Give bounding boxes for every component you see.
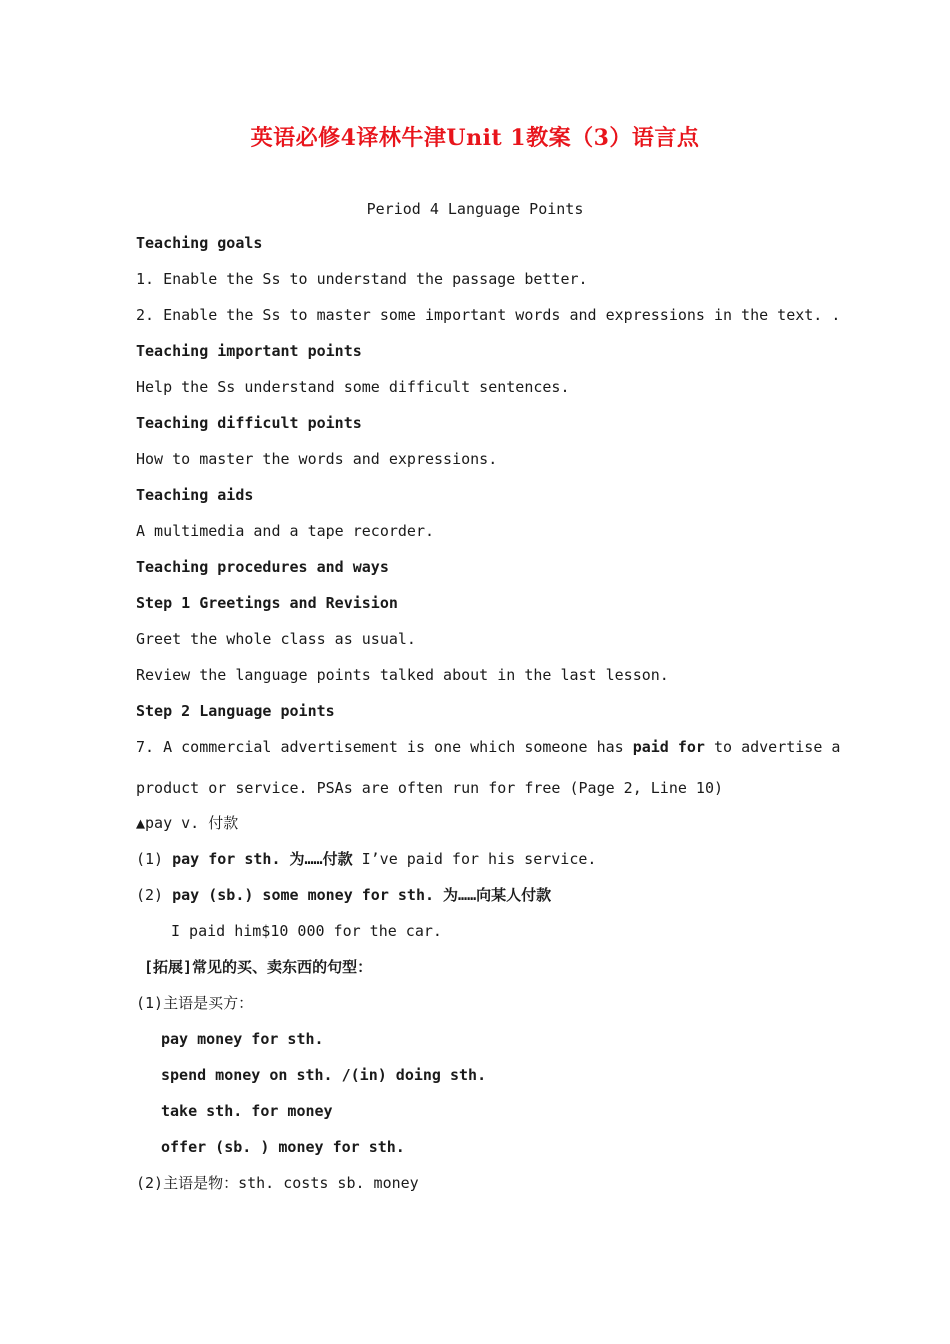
goal-2: 2. Enable the Ss to master some important words and expressions in the text. . [136, 306, 841, 324]
point-7-keyword: paid for [632, 738, 705, 756]
usage-2-pattern: pay (sb.) some money for sth. 为……向某人付款 [172, 886, 552, 904]
point-7-text-b: to advertise a [704, 738, 841, 756]
triangle-bullet-icon: ▲ [136, 814, 146, 832]
procedures-heading: Teaching procedures and ways [136, 558, 389, 576]
teaching-aids-text: A multimedia and a tape recorder. [136, 522, 435, 540]
point-7-line-1 [136, 737, 840, 757]
usage-1-pattern: pay for sth. 为……付款 [172, 850, 353, 868]
usage-2-example: I paid him$10 000 for the car. [171, 922, 442, 940]
goals-heading: Teaching goals [136, 234, 263, 252]
difficult-points-text: How to master the words and expressions. [136, 450, 498, 468]
period-subtitle: Period 4 Language Points [366, 200, 584, 218]
teaching-aids-heading: Teaching aids [136, 486, 254, 504]
document-title: 英语必修4译林牛津Unit 1教案（3）语言点 [250, 125, 700, 151]
thing-subject-label: (2)主语是物： [136, 1174, 239, 1192]
step-1-line-2: Review the language points talked about in the last lesson. [136, 666, 669, 684]
usage-1-number: (1) [136, 850, 173, 868]
important-points-text: Help the Ss understand some difficult sentences. [136, 378, 570, 396]
goal-1: 1. Enable the Ss to understand the passage better. [136, 270, 588, 288]
thing-subject-pattern: sth. costs sb. money [238, 1174, 419, 1192]
point-7-line-2: product or service. PSAs are often run for free (Page 2, Line 10) [136, 779, 723, 797]
thing-subject-line [136, 1173, 419, 1193]
buyer-subject-label: (1)主语是买方： [136, 994, 254, 1012]
buyer-pattern-3: take sth. for money [161, 1102, 333, 1120]
buyer-pattern-4: offer (sb. ) money for sth. [161, 1138, 405, 1156]
step-1-line-1: Greet the whole class as usual. [136, 630, 416, 648]
usage-2-number: (2) [136, 886, 173, 904]
pay-definition: pay v. 付款 [145, 814, 239, 832]
point-7-text-a: 7. A commercial advertisement is one which someone has [136, 738, 633, 756]
step-2-heading: Step 2 Language points [136, 702, 335, 720]
usage-1-example: I’ve paid for his service. [352, 850, 597, 868]
buyer-pattern-2: spend money on sth. /(in) doing sth. [161, 1066, 487, 1084]
pay-definition-line [136, 813, 238, 833]
difficult-points-heading: Teaching difficult points [136, 414, 362, 432]
extension-heading: [拓展]常见的买、卖东西的句型： [144, 958, 373, 976]
usage-2-line [136, 885, 551, 905]
usage-1-line [136, 849, 596, 869]
important-points-heading: Teaching important points [136, 342, 362, 360]
step-1-heading: Step 1 Greetings and Revision [136, 594, 398, 612]
buyer-pattern-1: pay money for sth. [161, 1030, 324, 1048]
